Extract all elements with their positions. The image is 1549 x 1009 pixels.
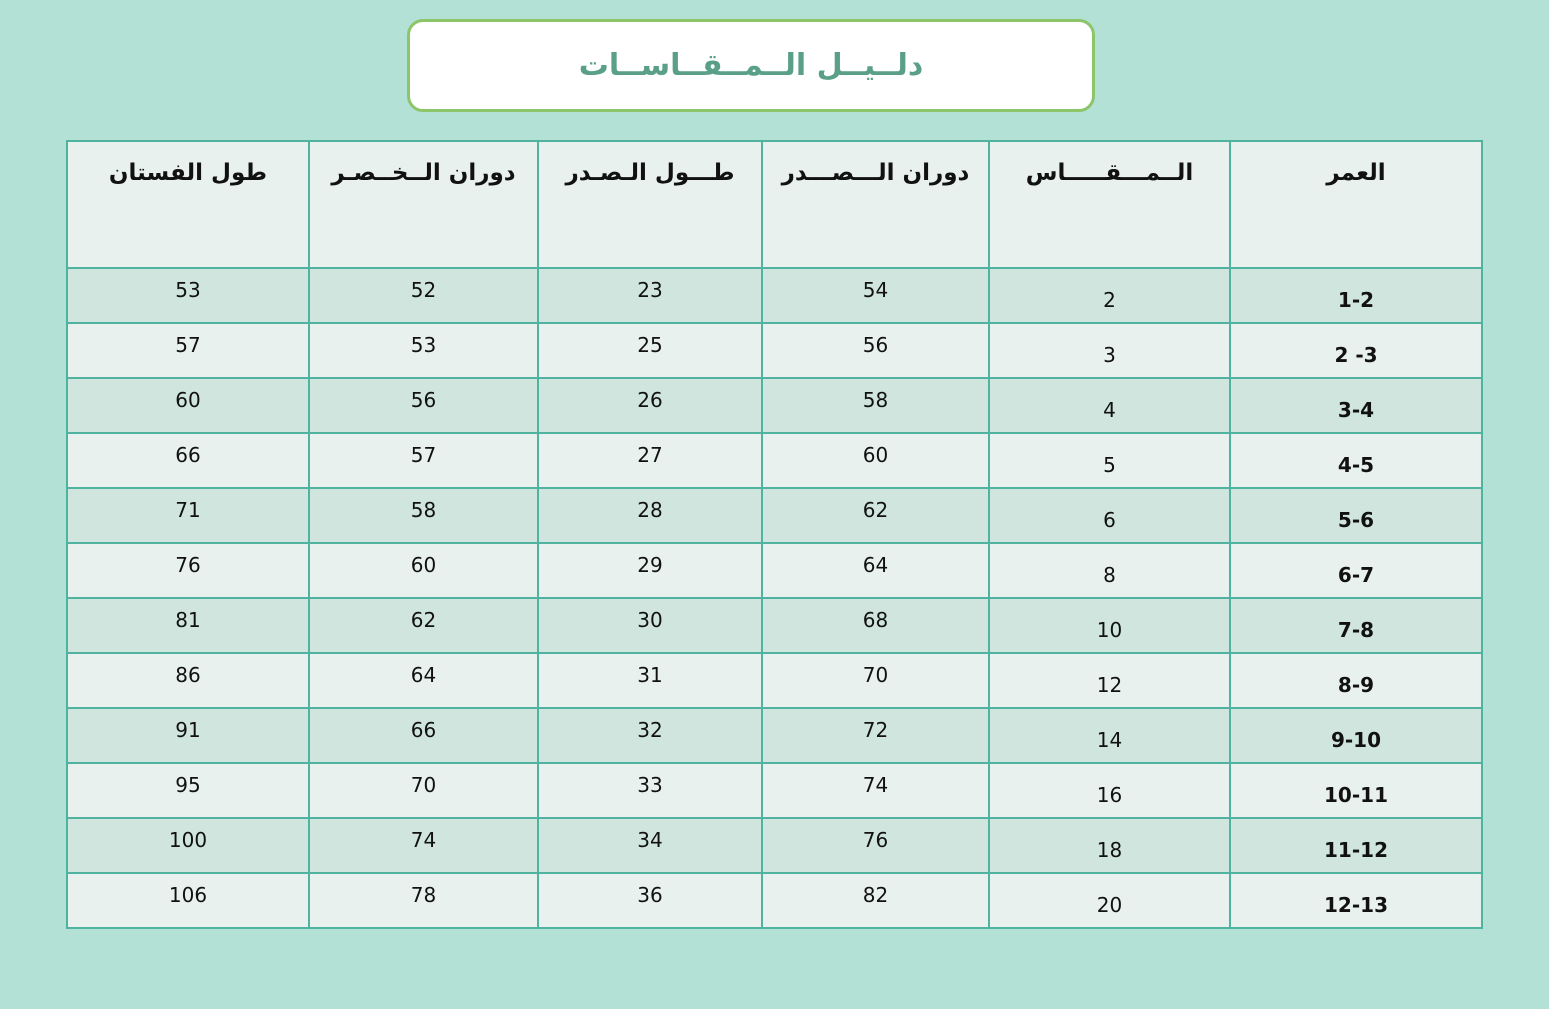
cell-size-value: 4 xyxy=(1103,397,1116,422)
cell-waist xyxy=(309,818,538,873)
cell-age-value: 7-8 xyxy=(1337,617,1375,642)
cell-waist-value: 66 xyxy=(410,718,437,742)
header-chest-length: طـــول الـصـدر xyxy=(538,141,762,268)
cell-age xyxy=(1230,433,1482,488)
cell-chest-length-value: 28 xyxy=(637,498,663,522)
cell-chest xyxy=(762,433,989,488)
header-chest: دوران الـــصـــدر xyxy=(762,141,989,268)
cell-chest-value: 64 xyxy=(862,553,889,577)
header-waist: دوران الــخــصـر xyxy=(309,141,538,268)
cell-chest xyxy=(762,818,989,873)
cell-chest-length xyxy=(538,543,762,598)
cell-dress-length xyxy=(67,818,309,873)
cell-waist-value: 56 xyxy=(410,388,437,412)
cell-dress-length xyxy=(67,488,309,543)
cell-waist-value: 78 xyxy=(410,883,437,907)
cell-age xyxy=(1230,818,1482,873)
cell-chest-value: 56 xyxy=(862,333,889,357)
cell-age-value: 8-9 xyxy=(1337,672,1375,697)
cell-dress-length-value: 53 xyxy=(175,278,201,302)
cell-dress-length xyxy=(67,268,309,323)
cell-dress-length xyxy=(67,873,309,928)
size-chart-table xyxy=(66,140,1483,929)
table-header-row xyxy=(67,141,1482,268)
cell-chest xyxy=(762,598,989,653)
cell-age xyxy=(1230,378,1482,433)
cell-size xyxy=(989,433,1230,488)
cell-age xyxy=(1230,653,1482,708)
cell-waist-value: 64 xyxy=(410,663,437,687)
cell-chest xyxy=(762,708,989,763)
cell-chest-value: 82 xyxy=(862,883,889,907)
cell-chest xyxy=(762,378,989,433)
table-row xyxy=(67,268,1482,323)
cell-chest-length xyxy=(538,708,762,763)
cell-size-value: 14 xyxy=(1096,727,1123,752)
cell-waist xyxy=(309,873,538,928)
cell-size xyxy=(989,653,1230,708)
cell-dress-length-value: 66 xyxy=(175,443,201,467)
cell-chest xyxy=(762,323,989,378)
cell-dress-length-value: 71 xyxy=(175,498,201,522)
cell-chest-length xyxy=(538,653,762,708)
cell-size xyxy=(989,488,1230,543)
cell-dress-length-value: 76 xyxy=(175,553,201,577)
cell-chest xyxy=(762,763,989,818)
cell-chest xyxy=(762,543,989,598)
cell-size-value: 16 xyxy=(1096,782,1123,807)
cell-waist xyxy=(309,378,538,433)
cell-waist xyxy=(309,268,538,323)
cell-age xyxy=(1230,543,1482,598)
table-row xyxy=(67,323,1482,378)
cell-waist xyxy=(309,488,538,543)
cell-age-value: 11-12 xyxy=(1324,837,1388,862)
cell-size-value: 2 xyxy=(1103,287,1116,312)
cell-waist-value: 74 xyxy=(410,828,437,852)
cell-age-value: 3-4 xyxy=(1337,397,1375,422)
cell-chest-length-value: 36 xyxy=(637,883,663,907)
table-row xyxy=(67,873,1482,928)
cell-size xyxy=(989,873,1230,928)
cell-chest-value: 54 xyxy=(862,278,889,302)
cell-age-value: 10-11 xyxy=(1324,782,1388,807)
cell-chest-length-value: 27 xyxy=(637,443,663,467)
page-title: دلــيــل الــمــقــاســات xyxy=(578,48,924,83)
cell-dress-length-value: 91 xyxy=(175,718,201,742)
cell-waist xyxy=(309,598,538,653)
cell-size xyxy=(989,598,1230,653)
cell-size-value: 8 xyxy=(1103,562,1116,587)
cell-age xyxy=(1230,598,1482,653)
title-box xyxy=(407,19,1095,112)
cell-chest xyxy=(762,268,989,323)
cell-dress-length xyxy=(67,543,309,598)
cell-size-value: 12 xyxy=(1096,672,1123,697)
cell-age-value: 2 -3 xyxy=(1334,342,1378,367)
cell-size-value: 10 xyxy=(1096,617,1123,642)
cell-age xyxy=(1230,488,1482,543)
table-row xyxy=(67,488,1482,543)
cell-age xyxy=(1230,708,1482,763)
table-row xyxy=(67,708,1482,763)
cell-chest-value: 72 xyxy=(862,718,889,742)
cell-waist xyxy=(309,708,538,763)
cell-size-value: 20 xyxy=(1096,892,1123,917)
cell-age-value: 4-5 xyxy=(1337,452,1375,477)
cell-waist-value: 70 xyxy=(410,773,437,797)
cell-chest-length xyxy=(538,873,762,928)
cell-dress-length-value: 100 xyxy=(168,828,208,852)
cell-waist xyxy=(309,653,538,708)
table-row xyxy=(67,653,1482,708)
cell-waist xyxy=(309,433,538,488)
cell-chest-length xyxy=(538,763,762,818)
cell-age xyxy=(1230,268,1482,323)
table-row xyxy=(67,433,1482,488)
cell-dress-length-value: 106 xyxy=(168,883,208,907)
cell-chest-value: 60 xyxy=(862,443,889,467)
cell-chest-value: 74 xyxy=(862,773,889,797)
cell-chest-length-value: 30 xyxy=(637,608,663,632)
cell-chest xyxy=(762,873,989,928)
cell-dress-length xyxy=(67,653,309,708)
cell-dress-length-value: 60 xyxy=(175,388,201,412)
cell-chest-length-value: 32 xyxy=(637,718,663,742)
header-size: الــمـــقـــــاس xyxy=(989,141,1230,268)
cell-waist-value: 52 xyxy=(410,278,437,302)
cell-dress-length xyxy=(67,598,309,653)
cell-dress-length-value: 95 xyxy=(175,773,201,797)
cell-chest-value: 62 xyxy=(862,498,889,522)
cell-size xyxy=(989,323,1230,378)
cell-size xyxy=(989,543,1230,598)
cell-dress-length xyxy=(67,763,309,818)
cell-size-value: 18 xyxy=(1096,837,1123,862)
cell-age-value: 6-7 xyxy=(1337,562,1375,587)
cell-chest-length xyxy=(538,268,762,323)
cell-age xyxy=(1230,763,1482,818)
cell-chest-length-value: 31 xyxy=(637,663,663,687)
cell-chest xyxy=(762,488,989,543)
cell-chest-value: 70 xyxy=(862,663,889,687)
cell-age-value: 1-2 xyxy=(1337,287,1375,312)
header-age: العمر xyxy=(1230,141,1482,268)
cell-chest-length-value: 33 xyxy=(637,773,663,797)
cell-dress-length xyxy=(67,378,309,433)
cell-chest-length xyxy=(538,323,762,378)
cell-chest-value: 76 xyxy=(862,828,889,852)
table-row xyxy=(67,378,1482,433)
cell-waist xyxy=(309,763,538,818)
cell-dress-length xyxy=(67,323,309,378)
cell-size-value: 5 xyxy=(1103,452,1116,477)
cell-chest-length xyxy=(538,818,762,873)
table-row xyxy=(67,818,1482,873)
cell-age xyxy=(1230,873,1482,928)
cell-age xyxy=(1230,323,1482,378)
cell-age-value: 5-6 xyxy=(1337,507,1375,532)
cell-waist-value: 57 xyxy=(410,443,437,467)
cell-dress-length xyxy=(67,433,309,488)
cell-size xyxy=(989,818,1230,873)
cell-waist-value: 62 xyxy=(410,608,437,632)
table-row xyxy=(67,763,1482,818)
cell-chest-length-value: 34 xyxy=(637,828,663,852)
cell-waist xyxy=(309,323,538,378)
cell-chest-length-value: 26 xyxy=(637,388,663,412)
table-row xyxy=(67,598,1482,653)
cell-waist-value: 60 xyxy=(410,553,437,577)
cell-chest xyxy=(762,653,989,708)
cell-size xyxy=(989,268,1230,323)
cell-waist-value: 58 xyxy=(410,498,437,522)
cell-chest-length xyxy=(538,598,762,653)
cell-waist-value: 53 xyxy=(410,333,437,357)
cell-chest-length xyxy=(538,378,762,433)
table-row xyxy=(67,543,1482,598)
cell-size-value: 3 xyxy=(1103,342,1116,367)
cell-dress-length xyxy=(67,708,309,763)
cell-chest-length-value: 25 xyxy=(637,333,663,357)
cell-size xyxy=(989,378,1230,433)
cell-size xyxy=(989,763,1230,818)
cell-age-value: 9-10 xyxy=(1330,727,1382,752)
cell-dress-length-value: 57 xyxy=(175,333,201,357)
cell-dress-length-value: 81 xyxy=(175,608,201,632)
cell-chest-length-value: 23 xyxy=(637,278,663,302)
header-dress-length: طول الفستان xyxy=(67,141,309,268)
cell-size-value: 6 xyxy=(1103,507,1116,532)
cell-chest-length-value: 29 xyxy=(637,553,663,577)
cell-chest-value: 68 xyxy=(862,608,889,632)
cell-chest-length xyxy=(538,433,762,488)
cell-chest-value: 58 xyxy=(862,388,889,412)
cell-waist xyxy=(309,543,538,598)
cell-age-value: 12-13 xyxy=(1324,892,1388,917)
cell-chest-length xyxy=(538,488,762,543)
cell-dress-length-value: 86 xyxy=(175,663,201,687)
cell-size xyxy=(989,708,1230,763)
